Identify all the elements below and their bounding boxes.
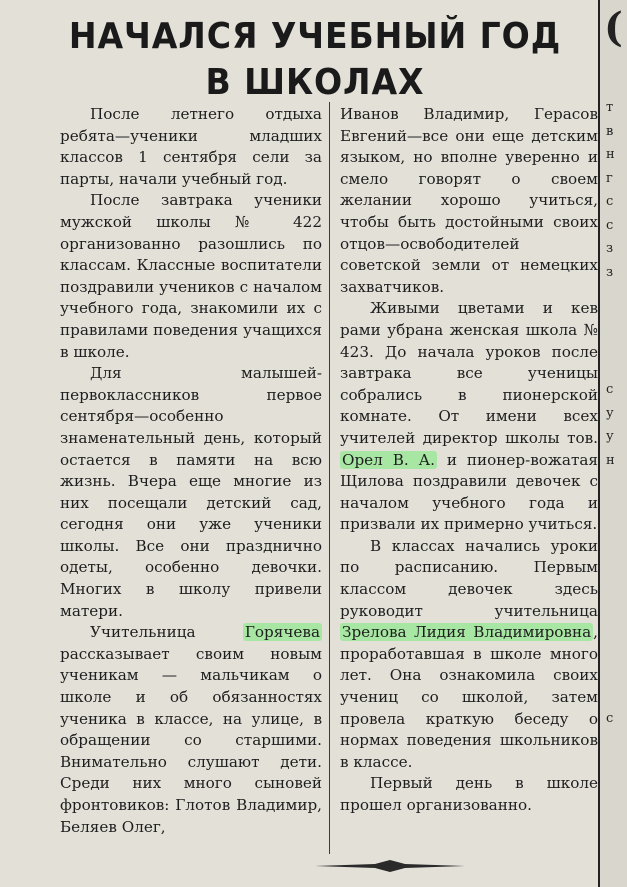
neighbor-column-fragment: з [606, 264, 614, 280]
paragraph-first-graders: Для малышей-первоклассников первое сентября—особенно знаменательный день, который остается в памяти на всю жизнь. Вчера еще многие из них посещали детский сад, сегодня они уже ученики школы. Все они празднично одеты, особенно девочки. Многих в школу привели матери. [60, 364, 322, 620]
neighbor-column-fragment: н [606, 452, 615, 468]
paragraph-continuation: Иванов Владимир, Герасов Евгений—все они еще детским языком, но вполне уверенно и смело говорят о своем желании хорошо учиться, чтобы быть достойными своих отцов—освободителей советской земли от немецких захватчиков. [340, 105, 598, 296]
neighbor-column-fragment [606, 496, 627, 520]
paragraph-teacher-gorjacheva [60, 622, 322, 838]
text-before: Учительница [90, 623, 243, 642]
highlighted-name-orel: Орел В. А. [342, 450, 435, 469]
neighbor-column-fragment [606, 543, 627, 567]
paragraph-girls-school [340, 298, 598, 536]
neighbor-column-fragment [606, 331, 627, 355]
neighbor-column-fragment [606, 566, 627, 590]
text-after: и пионер-вожатая Щилова поздравили девочек с началом учебного года и призвали их примерно учиться. [340, 450, 598, 534]
neighbor-column-fragment [606, 660, 627, 684]
headline-line-1: НАЧАЛСЯ УЧЕБНЫЙ ГОД [68, 16, 562, 57]
text-after: рассказывает своим новым ученикам — мальчикам о школе и об обязанностях ученика в классе, на улице, в обращении со старшими. Внимательно слушают дети. Среди них много сыновей фронтовиков: Глотов Владимир, Беляев Олег, [60, 644, 322, 836]
text-before: В классах начались уроки по расписанию. Первым классом девочек здесь руководит учительница [340, 536, 598, 620]
ornament-divider [315, 858, 465, 874]
highlighted-name-gorjacheva: Горячева [244, 623, 320, 642]
neighbor-column-fragment: с [606, 217, 614, 233]
neighbor-column-fragment [606, 308, 627, 332]
neighbor-column-fragment: с [606, 194, 614, 209]
neighbor-column-fragment: г [606, 170, 613, 186]
paragraph-lessons [340, 536, 598, 774]
neighbor-column-fragment: н [606, 147, 615, 162]
neighbor-column-fragment [606, 637, 627, 661]
neighbor-column-fragment: с [606, 711, 614, 726]
neighbor-column-fragment [606, 590, 627, 614]
paragraph-boys-school: После завтрака ученики мужской школы № 422 организованно разошлись по классам. Классные воспитатели поздравили учеников с началом учебного года, знакомили их с правилами поведения учащихся в школе. [60, 191, 322, 361]
neighbor-column-fragment [606, 355, 627, 379]
paragraph-conclusion: Первый день в школе прошел организованно. [340, 774, 598, 814]
neighbor-column-fragment [606, 284, 627, 308]
neighbor-column-fragment [606, 613, 627, 637]
neighbor-column-fragment: т [606, 100, 614, 115]
text-before: Живыми цветами и кев рами убрана женская школа № 423. До начала уроков после завтрака все ученицы собрались в пионерской комнате. От имени всех учителей директор школы тов. [340, 299, 598, 447]
neighbor-column-fragment: у [606, 429, 614, 444]
neighbor-column-fragment: з [606, 241, 614, 256]
neighbor-column-fragment: у [606, 405, 614, 421]
left-column [60, 104, 322, 838]
neighbor-column-fragment: с [606, 382, 614, 397]
right-column [340, 104, 598, 817]
headline-line-2: В ШКОЛАХ [205, 62, 425, 103]
highlighted-name-zrelova: Зрелова Лидия Владимировна [342, 623, 592, 642]
neighbor-column-bracket: ( [604, 4, 623, 51]
neighbor-column-edge [598, 0, 627, 887]
neighbor-column-fragment [606, 684, 627, 708]
neighbor-column-fragment [606, 519, 627, 543]
text-after: , проработавшая в школе много лет. Она ознакомила своих учениц со школой, затем провела краткую беседу о нормах поведения школьников в классе. [340, 623, 598, 771]
article-headline [62, 14, 568, 106]
neighbor-column-fragment: в [606, 123, 614, 139]
paragraph-intro: После летнего отдыха ребята—ученики младших классов 1 сентября сели за парты, начали учебный год. [60, 105, 322, 188]
column-divider [329, 102, 330, 854]
neighbor-column-fragments [606, 96, 627, 731]
neighbor-column-fragment [606, 472, 627, 496]
